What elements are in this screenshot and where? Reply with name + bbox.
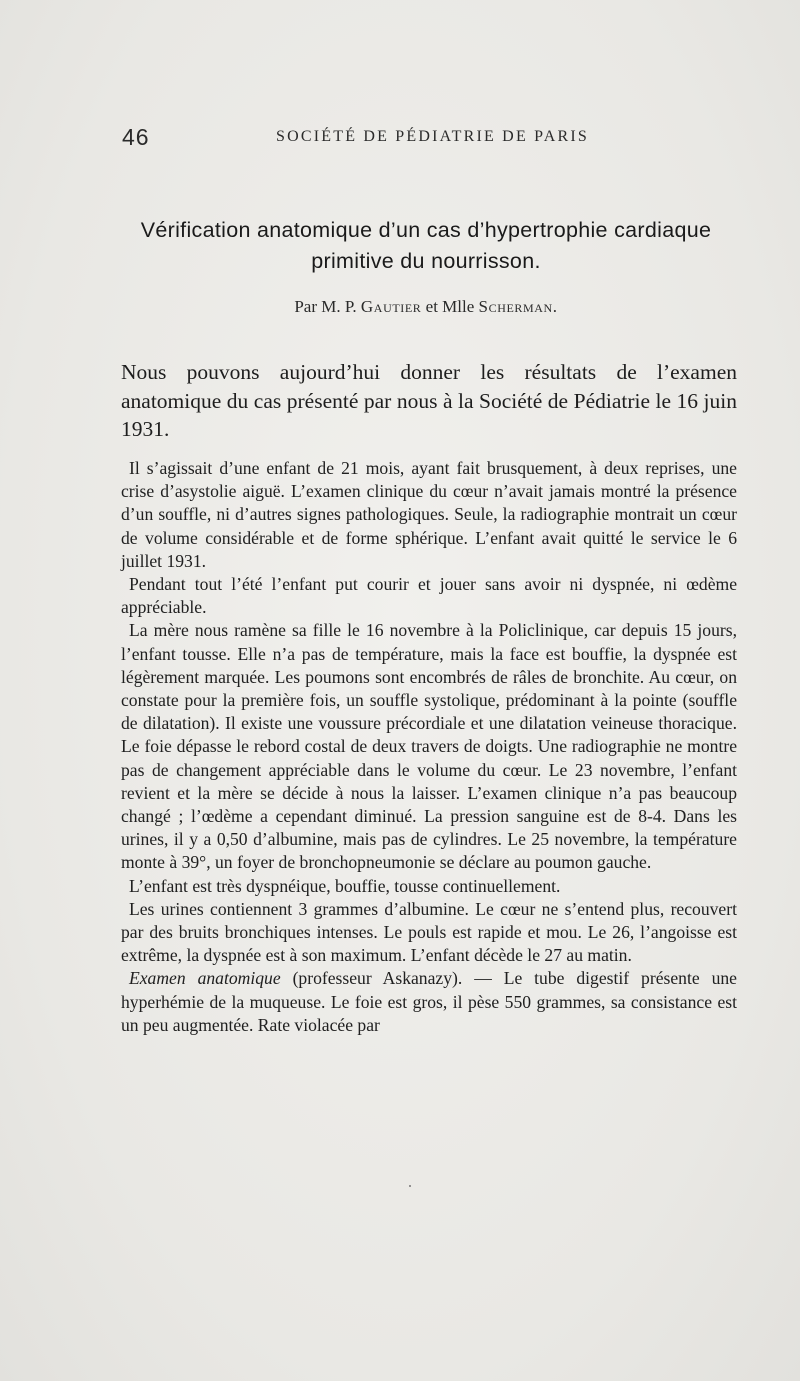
paper-speck [409, 1185, 411, 1187]
running-head [122, 124, 737, 160]
italic-heading: Examen anatomique [129, 968, 281, 989]
byline-conjunction: et Mlle [425, 297, 475, 316]
author-name: Gautier [360, 297, 422, 316]
paragraph: L’enfant est très dyspnéique, bouffie, tousse continuellement. [129, 875, 561, 896]
paragraph-text: (professeur Askanazy). — Le tube digestif présente une hyperhémie de la muqueuse. Le foie est gros, il pèse 550 grammes, sa consistance est un peu augmentée. Rate violacée par [121, 968, 737, 1035]
byline-prefix: Par M. P. [294, 297, 357, 316]
body-text [121, 457, 737, 1037]
page-number: 46 [122, 124, 150, 150]
paragraph: Les urines contiennent 3 grammes d’albumine. Le cœur ne s’entend plus, recouvert par des bruits bronchiques intenses. Le pouls est rapide et mou. Le 26, l’angoisse est extrême, la dyspnée est à son maximum. L’enfant décède le 27 au matin. [121, 898, 737, 966]
paragraph: Pendant tout l’été l’enfant put courir et jouer sans avoir ni dyspnée, ni œdème appréciable. [121, 574, 737, 618]
paragraph [121, 967, 737, 1037]
lead-paragraph: Nous pouvons aujourd’hui donner les résultats de l’examen anatomique du cas présenté par nous à la Société de Pédiatrie le 16 juin 1931. [121, 360, 737, 441]
running-title: SOCIÉTÉ DE PÉDIATRIE DE PARIS [276, 128, 589, 145]
paragraph: La mère nous ramène sa fille le 16 novembre à la Policlinique, car depuis 15 jours, l’enfant tousse. Elle n’a pas de température, mais la face est bouffie, la dyspnée est légèrement marquée. Les poumons sont encombrés de râles de bronchite. Au cœur, on constate pour la première fois, un souffle systolique, prédominant à la pointe (souffle de dilatation). Il existe une voussure précordiale et une dilatation veineuse thoracique. Le foie dépasse le rebord costal de deux travers de doigts. Une radiographie ne montre pas de changement appréciable dans le volume du cœur. Le 23 novembre, l’enfant revient et la mère se décide à nous la laisser. L’examen clinique n’a pas beaucoup changé ; l’œdème a cependant diminué. La pression sanguine est de 8-4. Dans les urines, il y a 0,50 d’albumine, mais pas de cylindres. Le 25 novembre, la température monte à 39°, un foyer de bronchopneumonie se déclare au poumon gauche. [121, 620, 737, 873]
byline [120, 297, 732, 317]
author-name: Scherman. [478, 297, 558, 316]
paragraph: Il s’agissait d’une enfant de 21 mois, ayant fait brusquement, à deux reprises, une crise d’asystolie aiguë. L’examen clinique du cœur n’avait jamais montré la présence d’un souffle, ni d’autres signes pathologiques. Seule, la radiographie montrait un cœur de volume considérable et de forme sphérique. L’enfant avait quitté le service le 6 juillet 1931. [121, 458, 737, 571]
article-title [120, 215, 732, 277]
article-title-line-2: primitive du nourrisson. [311, 249, 541, 273]
article-title-line-1: Vérification anatomique d’un cas d’hypertrophie cardiaque [140, 218, 712, 242]
